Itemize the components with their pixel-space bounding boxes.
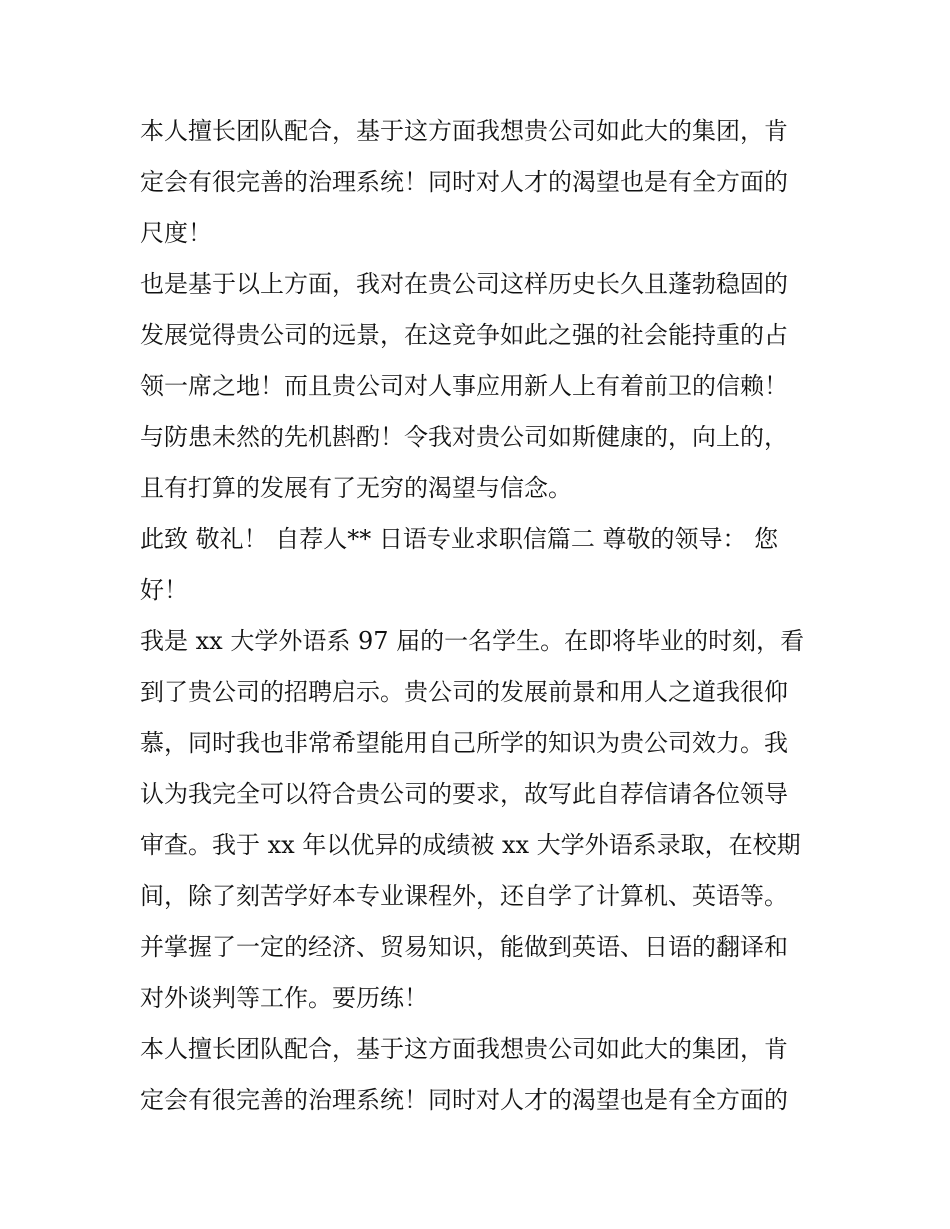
text-line: 本人擅长团队配合，基于这方面我想贵公司如此大的集团，肯 [140,117,788,145]
text-line: 与防患未然的先机斟酌！令我对贵公司如斯健康的，向上的， [140,423,788,451]
text-line: 并掌握了一定的经济、贸易知识，能做到英语、日语的翻译和 [140,933,788,961]
text-line: 审查。我于 xx 年以优异的成绩被 xx 大学外语系录取，在校期 [140,831,801,859]
text-line: 对外谈判等工作。要历练！ [140,984,428,1012]
text-line: 此致 敬礼！ 自荐人** 日语专业求职信篇二 尊敬的领导： 您 [140,525,779,553]
text-line: 认为我完全可以符合贵公司的要求，故写此自荐信请各位领导 [140,780,788,808]
document-body [140,106,820,1126]
text-line: 我是 xx 大学外语系 97 届的一名学生。在即将毕业的时刻，看 [140,627,805,655]
text-line: 好！ [140,576,188,604]
text-line: 发展觉得贵公司的远景，在这竞争如此之强的社会能持重的占 [140,321,788,349]
text-line: 本人擅长团队配合，基于这方面我想贵公司如此大的集团，肯 [140,1035,788,1063]
text-line: 定会有很完善的治理系统！同时对人才的渴望也是有全方面的 [140,1086,788,1114]
text-line: 间，除了刻苦学好本专业课程外，还自学了计算机、英语等。 [140,882,788,910]
text-line: 尺度！ [140,219,212,247]
text-line: 定会有很完善的治理系统！同时对人才的渴望也是有全方面的 [140,168,788,196]
text-line: 且有打算的发展有了无穷的渴望与信念。 [140,474,572,502]
text-line: 慕，同时我也非常希望能用自己所学的知识为贵公司效力。我 [140,729,788,757]
text-line: 到了贵公司的招聘启示。贵公司的发展前景和用人之道我很仰 [140,678,788,706]
text-line: 领一席之地！而且贵公司对人事应用新人上有着前卫的信赖！ [140,372,788,400]
text-line: 也是基于以上方面，我对在贵公司这样历史长久且蓬勃稳固的 [140,270,788,298]
